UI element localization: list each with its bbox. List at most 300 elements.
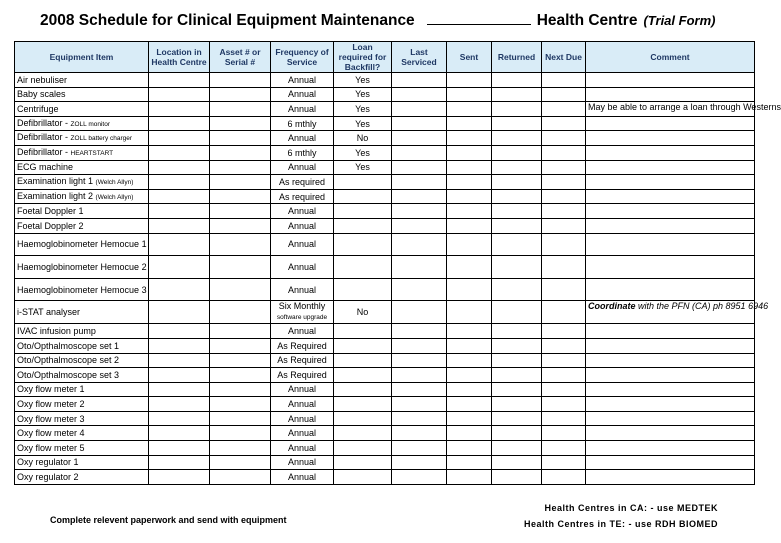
next-due-cell[interactable] [542, 73, 586, 88]
asset-serial-cell[interactable] [210, 256, 271, 279]
sent-cell[interactable] [447, 411, 492, 426]
page-title [40, 12, 760, 36]
returned-cell[interactable] [492, 324, 542, 339]
comment-cell[interactable] [586, 204, 755, 219]
equipment-item-cell: Oxy flow meter 1 [15, 382, 149, 397]
equipment-item-cell: Examination light 2 (Welch Allyn) [15, 189, 149, 204]
returned-cell[interactable] [492, 175, 542, 190]
table-row [15, 397, 755, 412]
asset-serial-cell[interactable] [210, 204, 271, 219]
last-serviced-cell[interactable] [392, 218, 447, 233]
sent-cell[interactable] [447, 204, 492, 219]
table-row [15, 368, 755, 383]
last-serviced-cell[interactable] [392, 301, 447, 324]
table-row [15, 470, 755, 485]
table-row [15, 102, 755, 117]
comment-cell[interactable] [586, 338, 755, 353]
asset-serial-cell[interactable] [210, 411, 271, 426]
frequency-cell: As Required [271, 368, 334, 383]
location-cell[interactable] [149, 426, 210, 441]
last-serviced-cell[interactable] [392, 175, 447, 190]
asset-serial-cell[interactable] [210, 301, 271, 324]
comment-cell[interactable] [586, 256, 755, 279]
equipment-item-cell: Defibrillator - ZOLL monitor [15, 116, 149, 131]
last-serviced-cell[interactable] [392, 189, 447, 204]
frequency-cell: As required [271, 189, 334, 204]
returned-cell[interactable] [492, 470, 542, 485]
equipment-item-cell: Centrifuge [15, 102, 149, 117]
last-serviced-cell[interactable] [392, 145, 447, 160]
asset-serial-cell[interactable] [210, 160, 271, 175]
next-due-cell[interactable] [542, 175, 586, 190]
next-due-cell[interactable] [542, 324, 586, 339]
frequency-cell: Annual [271, 160, 334, 175]
asset-serial-cell[interactable] [210, 102, 271, 117]
comment-cell[interactable] [586, 426, 755, 441]
returned-cell[interactable] [492, 426, 542, 441]
returned-cell[interactable] [492, 368, 542, 383]
location-cell[interactable] [149, 397, 210, 412]
returned-cell[interactable] [492, 411, 542, 426]
next-due-cell[interactable] [542, 368, 586, 383]
comment-cell[interactable] [586, 324, 755, 339]
returned-cell[interactable] [492, 204, 542, 219]
comment-cell[interactable] [586, 116, 755, 131]
returned-cell[interactable] [492, 233, 542, 256]
sent-cell[interactable] [447, 397, 492, 412]
comment-cell[interactable] [586, 73, 755, 88]
location-cell[interactable] [149, 145, 210, 160]
location-cell[interactable] [149, 338, 210, 353]
equipment-item-cell: Haemoglobinometer Hemocue 2 [15, 256, 149, 279]
health-centre-name-blank[interactable] [427, 12, 531, 25]
next-due-cell[interactable] [542, 470, 586, 485]
equipment-item-cell: Oxy regulator 1 [15, 455, 149, 470]
location-cell[interactable] [149, 218, 210, 233]
equipment-item-cell: Defibrillator - HEARTSTART [15, 145, 149, 160]
frequency-cell: 6 mthly [271, 145, 334, 160]
sent-cell[interactable] [447, 218, 492, 233]
table-row [15, 131, 755, 146]
footer-instructions: Complete relevent paperwork and send with equipment [50, 515, 287, 525]
title-main: 2008 Schedule for Clinical Equipment Maintenance [40, 12, 415, 29]
location-cell[interactable] [149, 278, 210, 301]
equipment-item-cell: Haemoglobinometer Hemocue 3 [15, 278, 149, 301]
loan-required-cell [334, 426, 392, 441]
next-due-cell[interactable] [542, 204, 586, 219]
equipment-item-cell: Foetal Doppler 1 [15, 204, 149, 219]
frequency-cell: Annual [271, 256, 334, 279]
loan-required-cell [334, 278, 392, 301]
returned-cell[interactable] [492, 116, 542, 131]
asset-serial-cell[interactable] [210, 189, 271, 204]
returned-cell[interactable] [492, 256, 542, 279]
table-row [15, 455, 755, 470]
next-due-cell[interactable] [542, 256, 586, 279]
table-row [15, 160, 755, 175]
next-due-cell[interactable] [542, 131, 586, 146]
loan-required-cell [334, 218, 392, 233]
sent-cell[interactable] [447, 116, 492, 131]
asset-serial-cell[interactable] [210, 116, 271, 131]
comment-cell[interactable]: May be able to arrange a loan through Westerns [586, 102, 755, 117]
sent-cell[interactable] [447, 426, 492, 441]
loan-required-cell: Yes [334, 145, 392, 160]
sent-cell[interactable] [447, 175, 492, 190]
location-cell[interactable] [149, 382, 210, 397]
location-cell[interactable] [149, 102, 210, 117]
table-body [15, 73, 781, 485]
returned-cell[interactable] [492, 218, 542, 233]
frequency-cell: Annual [271, 233, 334, 256]
title-trial-label: (Trial Form) [643, 13, 716, 28]
asset-serial-cell[interactable] [210, 382, 271, 397]
next-due-cell[interactable] [542, 145, 586, 160]
asset-serial-cell[interactable] [210, 218, 271, 233]
frequency-cell: Annual [271, 426, 334, 441]
comment-cell[interactable] [586, 160, 755, 175]
footer-service-providers [524, 500, 718, 532]
last-serviced-cell[interactable] [392, 116, 447, 131]
comment-cell[interactable] [586, 87, 755, 102]
location-cell[interactable] [149, 324, 210, 339]
table-row [15, 204, 755, 219]
comment-cell[interactable] [586, 145, 755, 160]
asset-serial-cell[interactable] [210, 131, 271, 146]
equipment-item-cell: Examination light 1 (Welch Allyn) [15, 175, 149, 190]
next-due-cell[interactable] [542, 411, 586, 426]
returned-cell[interactable] [492, 131, 542, 146]
sent-cell[interactable] [447, 160, 492, 175]
sent-cell[interactable] [447, 256, 492, 279]
loan-required-cell [334, 382, 392, 397]
loan-required-cell: No [334, 301, 392, 324]
table-header-row [15, 42, 755, 73]
loan-required-cell [334, 233, 392, 256]
next-due-cell[interactable] [542, 397, 586, 412]
loan-required-cell [334, 353, 392, 368]
asset-serial-cell[interactable] [210, 145, 271, 160]
frequency-cell: Six Monthly software upgrade [271, 301, 334, 324]
equipment-item-cell: Oxy flow meter 2 [15, 397, 149, 412]
sent-cell[interactable] [447, 301, 492, 324]
table-row [15, 426, 755, 441]
frequency-cell: As required [271, 175, 334, 190]
table-row [15, 353, 755, 368]
location-cell[interactable] [149, 455, 210, 470]
frequency-cell: Annual [271, 411, 334, 426]
comment-cell[interactable] [586, 411, 755, 426]
last-serviced-cell[interactable] [392, 204, 447, 219]
last-serviced-cell[interactable] [392, 426, 447, 441]
equipment-item-cell: Oxy flow meter 5 [15, 441, 149, 456]
equipment-item-cell: Oto/Opthalmoscope set 3 [15, 368, 149, 383]
asset-serial-cell[interactable] [210, 455, 271, 470]
asset-serial-cell[interactable] [210, 441, 271, 456]
location-cell[interactable] [149, 87, 210, 102]
location-cell[interactable] [149, 301, 210, 324]
sent-cell[interactable] [447, 441, 492, 456]
last-serviced-cell[interactable] [392, 256, 447, 279]
comment-cell[interactable] [586, 397, 755, 412]
sent-cell[interactable] [447, 131, 492, 146]
sent-cell[interactable] [447, 102, 492, 117]
sent-cell[interactable] [447, 324, 492, 339]
frequency-cell: Annual [271, 455, 334, 470]
frequency-cell: Annual [271, 278, 334, 301]
location-cell[interactable] [149, 131, 210, 146]
loan-required-cell [334, 411, 392, 426]
sent-cell[interactable] [447, 368, 492, 383]
returned-cell[interactable] [492, 382, 542, 397]
location-cell[interactable] [149, 175, 210, 190]
table-row [15, 278, 755, 301]
location-cell[interactable] [149, 116, 210, 131]
last-serviced-cell[interactable] [392, 233, 447, 256]
frequency-cell: 6 mthly [271, 116, 334, 131]
sent-cell[interactable] [447, 233, 492, 256]
location-cell[interactable] [149, 189, 210, 204]
loan-required-cell [334, 338, 392, 353]
next-due-cell[interactable] [542, 160, 586, 175]
sent-cell[interactable] [447, 353, 492, 368]
sent-cell[interactable] [447, 278, 492, 301]
loan-required-cell: Yes [334, 160, 392, 175]
column-header: Next Due [542, 42, 586, 73]
comment-cell[interactable] [586, 455, 755, 470]
asset-serial-cell[interactable] [210, 73, 271, 88]
column-header: Sent [447, 42, 492, 73]
column-header: Last Serviced [392, 42, 447, 73]
footer-ca-note: Health Centres in CA: - use MEDTEK [544, 503, 718, 513]
location-cell[interactable] [149, 441, 210, 456]
last-serviced-cell[interactable] [392, 324, 447, 339]
returned-cell[interactable] [492, 441, 542, 456]
comment-cell[interactable] [586, 233, 755, 256]
comment-cell[interactable] [586, 189, 755, 204]
location-cell[interactable] [149, 470, 210, 485]
comment-cell[interactable] [586, 278, 755, 301]
last-serviced-cell[interactable] [392, 160, 447, 175]
asset-serial-cell[interactable] [210, 278, 271, 301]
returned-cell[interactable] [492, 455, 542, 470]
loan-required-cell: Yes [334, 102, 392, 117]
equipment-item-cell: IVAC infusion pump [15, 324, 149, 339]
next-due-cell[interactable] [542, 382, 586, 397]
table-row [15, 338, 755, 353]
asset-serial-cell[interactable] [210, 233, 271, 256]
asset-serial-cell[interactable] [210, 368, 271, 383]
table-row [15, 301, 755, 324]
frequency-cell: Annual [271, 218, 334, 233]
returned-cell[interactable] [492, 189, 542, 204]
frequency-cell: Annual [271, 87, 334, 102]
frequency-cell: Annual [271, 441, 334, 456]
asset-serial-cell[interactable] [210, 324, 271, 339]
equipment-item-cell: Oto/Opthalmoscope set 1 [15, 338, 149, 353]
next-due-cell[interactable] [542, 233, 586, 256]
sent-cell[interactable] [447, 189, 492, 204]
next-due-cell[interactable] [542, 426, 586, 441]
next-due-cell[interactable] [542, 87, 586, 102]
location-cell[interactable] [149, 73, 210, 88]
frequency-cell: Annual [271, 131, 334, 146]
last-serviced-cell[interactable] [392, 441, 447, 456]
last-serviced-cell[interactable] [392, 87, 447, 102]
table-row [15, 189, 755, 204]
next-due-cell[interactable] [542, 455, 586, 470]
maintenance-schedule-table [14, 41, 781, 485]
next-due-cell[interactable] [542, 189, 586, 204]
returned-cell[interactable] [492, 145, 542, 160]
loan-required-cell [334, 397, 392, 412]
returned-cell[interactable] [492, 301, 542, 324]
location-cell[interactable] [149, 160, 210, 175]
asset-serial-cell[interactable] [210, 175, 271, 190]
frequency-cell: Annual [271, 102, 334, 117]
loan-required-cell [334, 441, 392, 456]
location-cell[interactable] [149, 233, 210, 256]
sent-cell[interactable] [447, 87, 492, 102]
column-header: Returned [492, 42, 542, 73]
last-serviced-cell[interactable] [392, 455, 447, 470]
column-header: Comment [586, 42, 755, 73]
returned-cell[interactable] [492, 397, 542, 412]
loan-required-cell: Yes [334, 116, 392, 131]
comment-cell[interactable] [586, 441, 755, 456]
next-due-cell[interactable] [542, 338, 586, 353]
title-suffix: Health Centre [536, 12, 638, 29]
loan-required-cell: Yes [334, 87, 392, 102]
table-row [15, 175, 755, 190]
equipment-item-cell: Haemoglobinometer Hemocue 1 [15, 233, 149, 256]
table-row [15, 233, 755, 256]
equipment-item-cell: Oxy flow meter 3 [15, 411, 149, 426]
location-cell[interactable] [149, 411, 210, 426]
frequency-cell: As Required [271, 338, 334, 353]
loan-required-cell [334, 455, 392, 470]
sent-cell[interactable] [447, 455, 492, 470]
table-row [15, 116, 755, 131]
column-header: Equipment Item [15, 42, 149, 73]
next-due-cell[interactable] [542, 441, 586, 456]
asset-serial-cell[interactable] [210, 426, 271, 441]
returned-cell[interactable] [492, 353, 542, 368]
equipment-item-cell: i-STAT analyser [15, 301, 149, 324]
loan-required-cell: No [334, 131, 392, 146]
asset-serial-cell[interactable] [210, 397, 271, 412]
returned-cell[interactable] [492, 73, 542, 88]
next-due-cell[interactable] [542, 301, 586, 324]
location-cell[interactable] [149, 353, 210, 368]
last-serviced-cell[interactable] [392, 73, 447, 88]
equipment-item-cell: ECG machine [15, 160, 149, 175]
column-header: Loan required for Backfill? [334, 42, 392, 73]
last-serviced-cell[interactable] [392, 102, 447, 117]
asset-serial-cell[interactable] [210, 338, 271, 353]
next-due-cell[interactable] [542, 218, 586, 233]
comment-cell[interactable]: Coordinate with the PFN (CA) ph 8951 6946 [586, 301, 755, 324]
loan-required-cell [334, 175, 392, 190]
returned-cell[interactable] [492, 338, 542, 353]
asset-serial-cell[interactable] [210, 87, 271, 102]
comment-cell[interactable] [586, 353, 755, 368]
sent-cell[interactable] [447, 338, 492, 353]
equipment-item-cell: Oxy flow meter 4 [15, 426, 149, 441]
returned-cell[interactable] [492, 278, 542, 301]
last-serviced-cell[interactable] [392, 382, 447, 397]
last-serviced-cell[interactable] [392, 278, 447, 301]
loan-required-cell: Yes [334, 73, 392, 88]
equipment-item-cell: Foetal Doppler 2 [15, 218, 149, 233]
last-serviced-cell[interactable] [392, 338, 447, 353]
table-row [15, 324, 755, 339]
comment-cell[interactable] [586, 131, 755, 146]
returned-cell[interactable] [492, 102, 542, 117]
sent-cell[interactable] [447, 470, 492, 485]
last-serviced-cell[interactable] [392, 131, 447, 146]
column-header: Asset # or Serial # [210, 42, 271, 73]
next-due-cell[interactable] [542, 278, 586, 301]
table-row [15, 145, 755, 160]
footer-te-note: Health Centres in TE: - use RDH BIOMED [523, 519, 718, 529]
comment-cell[interactable] [586, 470, 755, 485]
last-serviced-cell[interactable] [392, 411, 447, 426]
comment-cell[interactable] [586, 175, 755, 190]
sent-cell[interactable] [447, 73, 492, 88]
frequency-cell: Annual [271, 397, 334, 412]
table-row [15, 382, 755, 397]
frequency-cell: Annual [271, 73, 334, 88]
frequency-cell: Annual [271, 382, 334, 397]
comment-cell[interactable] [586, 368, 755, 383]
table-row [15, 218, 755, 233]
location-cell[interactable] [149, 368, 210, 383]
loan-required-cell [334, 189, 392, 204]
last-serviced-cell[interactable] [392, 368, 447, 383]
equipment-item-cell: Oto/Opthalmoscope set 2 [15, 353, 149, 368]
table-row [15, 73, 755, 88]
table-row [15, 256, 755, 279]
sent-cell[interactable] [447, 145, 492, 160]
next-due-cell[interactable] [542, 353, 586, 368]
asset-serial-cell[interactable] [210, 470, 271, 485]
last-serviced-cell[interactable] [392, 470, 447, 485]
frequency-cell: Annual [271, 204, 334, 219]
returned-cell[interactable] [492, 160, 542, 175]
loan-required-cell [334, 324, 392, 339]
table-row [15, 87, 755, 102]
last-serviced-cell[interactable] [392, 397, 447, 412]
last-serviced-cell[interactable] [392, 353, 447, 368]
loan-required-cell [334, 204, 392, 219]
frequency-cell: As Required [271, 353, 334, 368]
asset-serial-cell[interactable] [210, 353, 271, 368]
loan-required-cell [334, 368, 392, 383]
column-header: Location in Health Centre [149, 42, 210, 73]
equipment-item-cell: Baby scales [15, 87, 149, 102]
comment-cell[interactable] [586, 382, 755, 397]
equipment-item-cell: Air nebuliser [15, 73, 149, 88]
comment-cell[interactable] [586, 218, 755, 233]
loan-required-cell [334, 256, 392, 279]
next-due-cell[interactable] [542, 102, 586, 117]
returned-cell[interactable] [492, 87, 542, 102]
sent-cell[interactable] [447, 382, 492, 397]
next-due-cell[interactable] [542, 116, 586, 131]
location-cell[interactable] [149, 256, 210, 279]
location-cell[interactable] [149, 204, 210, 219]
